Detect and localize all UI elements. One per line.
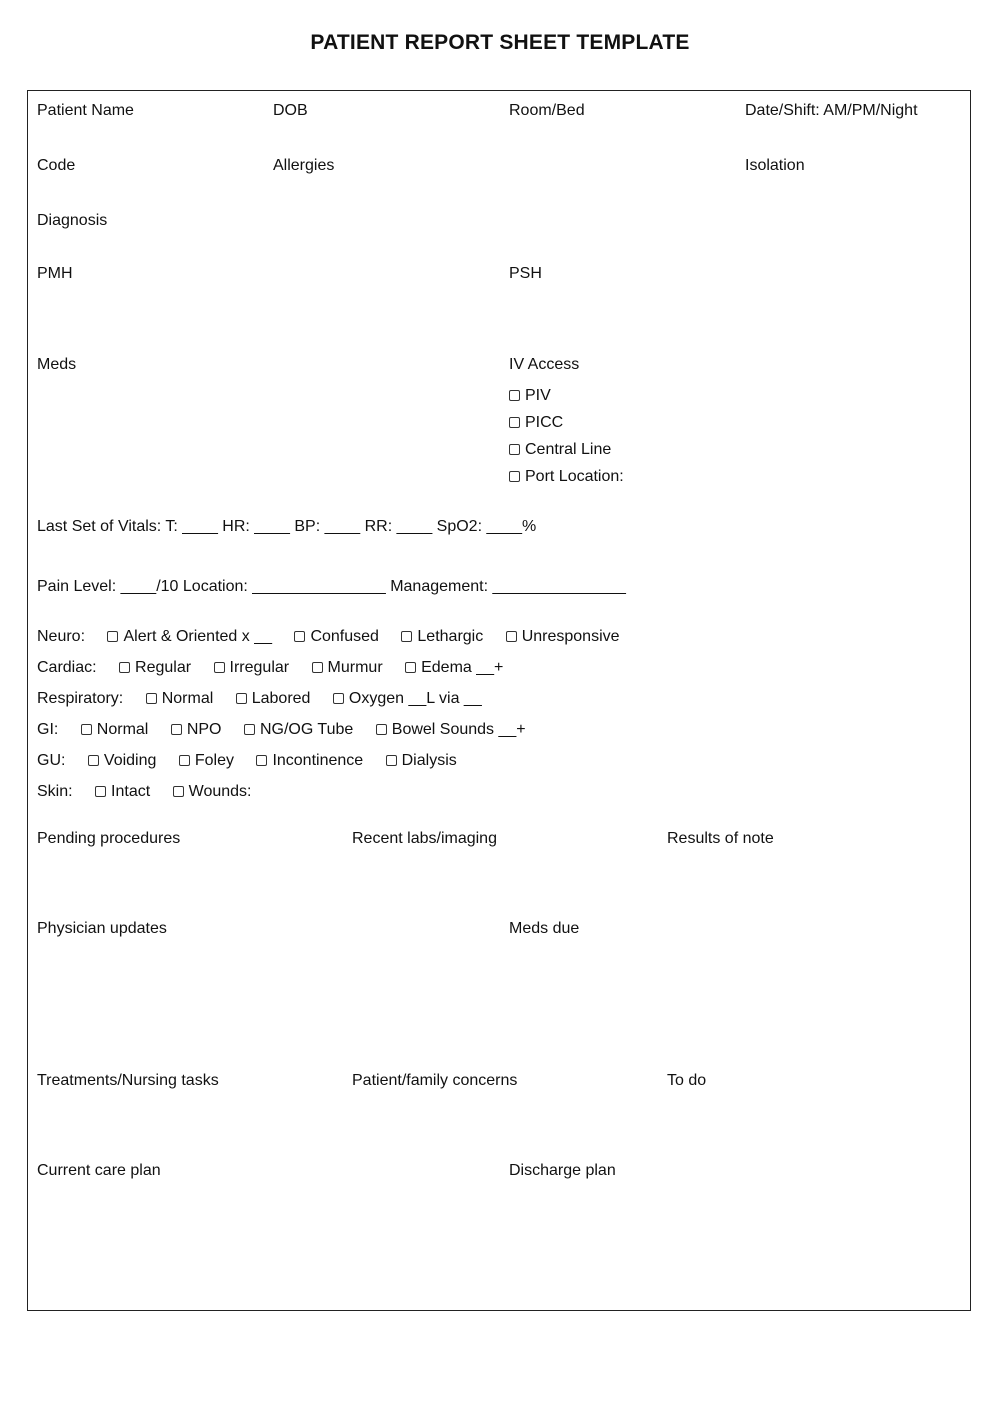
- system-label: Neuro:: [37, 628, 86, 645]
- patient-name-label: Patient Name: [37, 102, 134, 119]
- checkbox-icon[interactable]: [214, 662, 225, 673]
- system-option[interactable]: NG/OG Tube: [244, 720, 353, 740]
- system-option[interactable]: Alert & Oriented x __: [107, 627, 272, 647]
- meds-label: Meds: [37, 356, 77, 373]
- checkbox-icon[interactable]: [509, 444, 520, 455]
- checkbox-icon[interactable]: [386, 755, 397, 766]
- iv-option-picc[interactable]: PICC: [509, 413, 563, 433]
- system-row-cardiac: [37, 658, 503, 678]
- system-option[interactable]: Confused: [294, 627, 379, 647]
- to-do-label: To do: [667, 1072, 707, 1089]
- date-shift-label: Date/Shift: AM/PM/Night: [745, 102, 918, 119]
- system-option[interactable]: Regular: [119, 658, 191, 678]
- checkbox-icon[interactable]: [405, 662, 416, 673]
- checkbox-icon[interactable]: [509, 390, 520, 401]
- system-option[interactable]: Foley: [179, 751, 234, 771]
- dob-label: DOB: [273, 102, 308, 119]
- vitals-line: Last Set of Vitals: T: ____ HR: ____ BP: ____ RR: ____ SpO2: ____%: [37, 518, 537, 535]
- system-row-gi: [37, 720, 526, 740]
- checkbox-icon[interactable]: [376, 724, 387, 735]
- checkbox-icon[interactable]: [509, 471, 520, 482]
- checkbox-icon[interactable]: [107, 631, 118, 642]
- system-label: Cardiac:: [37, 659, 97, 676]
- system-option[interactable]: Normal: [146, 689, 214, 709]
- physician-updates-label: Physician updates: [37, 920, 167, 937]
- checkbox-icon[interactable]: [119, 662, 130, 673]
- system-option[interactable]: Intact: [95, 782, 150, 802]
- report-sheet: [27, 90, 971, 1311]
- system-option[interactable]: Unresponsive: [506, 627, 620, 647]
- checkbox-icon[interactable]: [81, 724, 92, 735]
- pain-line: Pain Level: ____/10 Location: _______________ Management: _______________: [37, 578, 626, 595]
- allergies-label: Allergies: [273, 157, 335, 174]
- pending-procedures-label: Pending procedures: [37, 830, 181, 847]
- code-label: Code: [37, 157, 76, 174]
- checkbox-icon[interactable]: [312, 662, 323, 673]
- room-bed-label: Room/Bed: [509, 102, 585, 119]
- system-label: GI:: [37, 721, 59, 738]
- recent-labs-label: Recent labs/imaging: [352, 830, 497, 847]
- page-title: PATIENT REPORT SHEET TEMPLATE: [310, 31, 690, 54]
- system-option[interactable]: NPO: [171, 720, 222, 740]
- iv-option-central-line[interactable]: Central Line: [509, 440, 611, 460]
- checkbox-icon[interactable]: [95, 786, 106, 797]
- system-label: Skin:: [37, 783, 73, 800]
- isolation-label: Isolation: [745, 157, 805, 174]
- iv-option-port-location[interactable]: Port Location:: [509, 467, 624, 487]
- system-row-skin: [37, 782, 251, 802]
- results-of-note-label: Results of note: [667, 830, 774, 847]
- meds-due-label: Meds due: [509, 920, 580, 937]
- psh-label: PSH: [509, 265, 542, 282]
- diagnosis-label: Diagnosis: [37, 212, 108, 229]
- system-option[interactable]: Bowel Sounds __+: [376, 720, 526, 740]
- system-option[interactable]: Dialysis: [386, 751, 457, 771]
- checkbox-icon[interactable]: [236, 693, 247, 704]
- system-option[interactable]: Voiding: [88, 751, 157, 771]
- system-label: Respiratory:: [37, 690, 124, 707]
- system-option[interactable]: Incontinence: [256, 751, 363, 771]
- system-option[interactable]: Labored: [236, 689, 311, 709]
- checkbox-icon[interactable]: [256, 755, 267, 766]
- checkbox-icon[interactable]: [179, 755, 190, 766]
- checkbox-icon[interactable]: [294, 631, 305, 642]
- system-row-gu: [37, 751, 457, 771]
- care-plan-label: Current care plan: [37, 1162, 161, 1179]
- iv-access-label: IV Access: [509, 356, 580, 373]
- system-option[interactable]: Normal: [81, 720, 149, 740]
- system-option[interactable]: Oxygen __L via __: [333, 689, 482, 709]
- checkbox-icon[interactable]: [506, 631, 517, 642]
- system-row-respiratory: [37, 689, 482, 709]
- family-concerns-label: Patient/family concerns: [352, 1072, 518, 1089]
- checkbox-icon[interactable]: [171, 724, 182, 735]
- system-option[interactable]: Murmur: [312, 658, 383, 678]
- iv-option-piv[interactable]: PIV: [509, 386, 551, 406]
- system-option[interactable]: Irregular: [214, 658, 290, 678]
- checkbox-icon[interactable]: [88, 755, 99, 766]
- pmh-label: PMH: [37, 265, 73, 282]
- checkbox-icon[interactable]: [401, 631, 412, 642]
- checkbox-icon[interactable]: [244, 724, 255, 735]
- checkbox-icon[interactable]: [146, 693, 157, 704]
- system-label: GU:: [37, 752, 66, 769]
- treatments-label: Treatments/Nursing tasks: [37, 1072, 219, 1089]
- system-option[interactable]: Edema __+: [405, 658, 503, 678]
- system-option[interactable]: Lethargic: [401, 627, 483, 647]
- discharge-plan-label: Discharge plan: [509, 1162, 616, 1179]
- system-option[interactable]: Wounds:: [173, 782, 252, 802]
- system-row-neuro: [37, 627, 620, 647]
- checkbox-icon[interactable]: [333, 693, 344, 704]
- checkbox-icon[interactable]: [173, 786, 184, 797]
- checkbox-icon[interactable]: [509, 417, 520, 428]
